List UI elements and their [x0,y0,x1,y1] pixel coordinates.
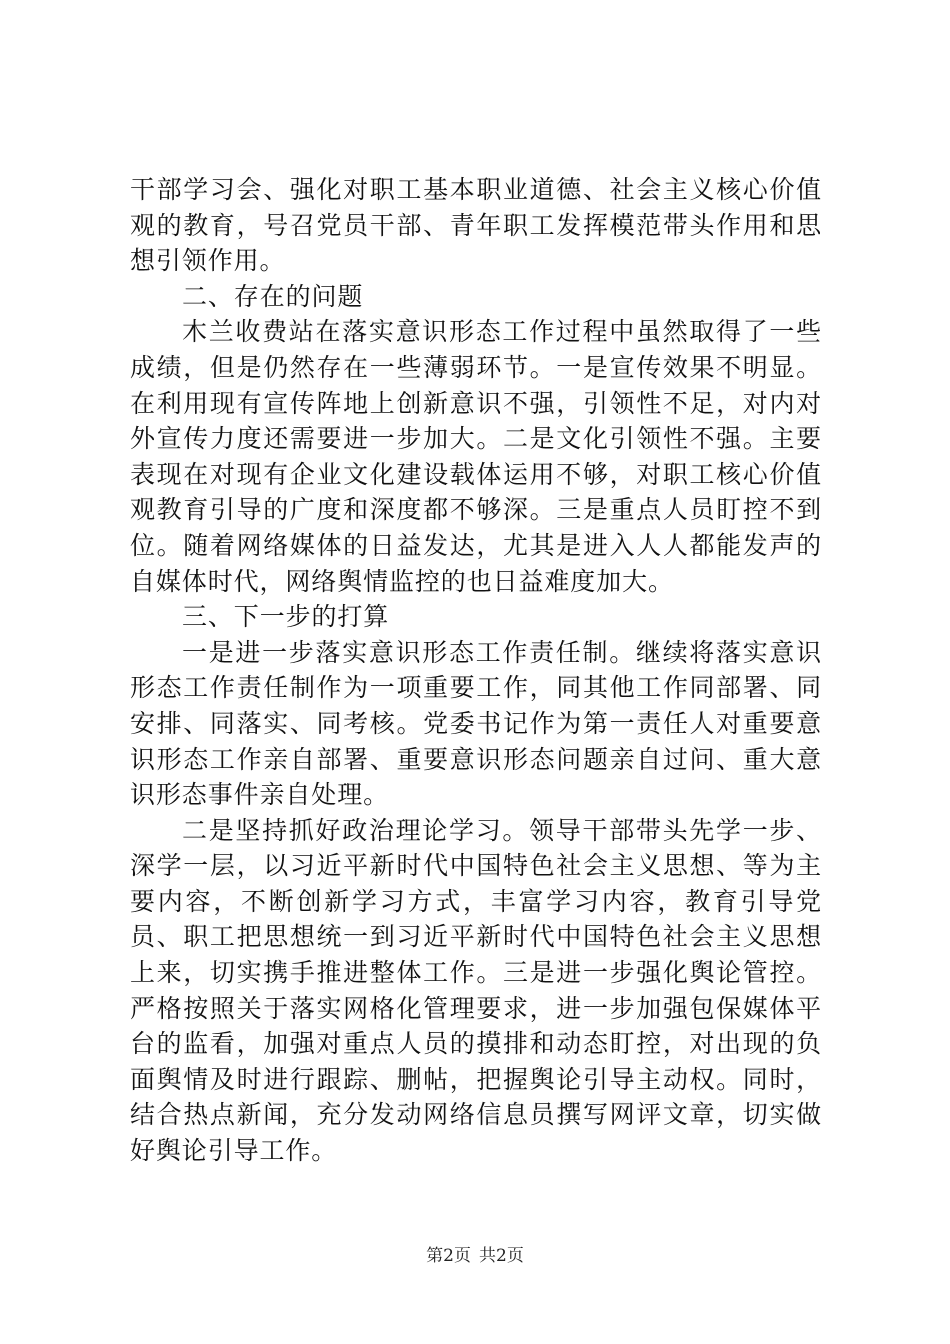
section-heading-next-steps: 三、下一步的打算 [182,602,390,632]
document-body [130,172,822,1169]
page-total: 共2页 [479,1246,524,1266]
paragraph-responsibility: 一是进一步落实意识形态工作责任制。继续将落实意识形态工作责任制作为一项重要工作，同其他工作同部署、同安排、同落实、同考核。党委书记作为第一责任人对重要意识形态工作亲自部署、重要意识形态问题亲自过问、重大意识形态事件亲自处理。 [130,637,822,810]
section-heading-problems: 二、存在的问题 [182,281,364,311]
paragraph-problems: 木兰收费站在落实意识形态工作过程中虽然取得了一些成绩，但是仍然存在一些薄弱环节。一是宣传效果不明显。在利用现有宣传阵地上创新意识不强，引领性不足，对内对外宣传力度还需要进一步加大。二是文化引领性不强。主要表现在对现有企业文化建设载体运用不够，对职工核心价值观教育引导的广度和深度都不够深。三是重点人员盯控不到位。随着网络媒体的日益发达，尤其是进入人人都能发声的自媒体时代，网络舆情监控的也日益难度加大。 [130,317,822,596]
paragraph-continuation: 干部学习会、强化对职工基本职业道德、社会主义核心价值观的教育，号召党员干部、青年职工发挥模范带头作用和思想引领作用。 [130,175,822,276]
paragraph-theory-study: 二是坚持抓好政治理论学习。领导干部带头先学一步、深学一层，以习近平新时代中国特色社会主义思想、等为主要内容，不断创新学习方式，丰富学习内容，教育引导党员、职工把思想统一到习近平新时代中国特色社会主义思想上来，切实携手推进整体工作。三是进一步强化舆论管控。严格按照关于落实网格化管理要求，进一步加强包保媒体平台的监看，加强对重点人员的摸排和动态盯控，对出现的负面舆情及时进行跟踪、删帖，把握舆论引导主动权。同时，结合热点新闻，充分发动网络信息员撰写网评文章，切实做好舆论引导工作。 [130,815,822,1166]
page-number: 第2页 [426,1246,471,1266]
page-footer [0,1246,950,1266]
